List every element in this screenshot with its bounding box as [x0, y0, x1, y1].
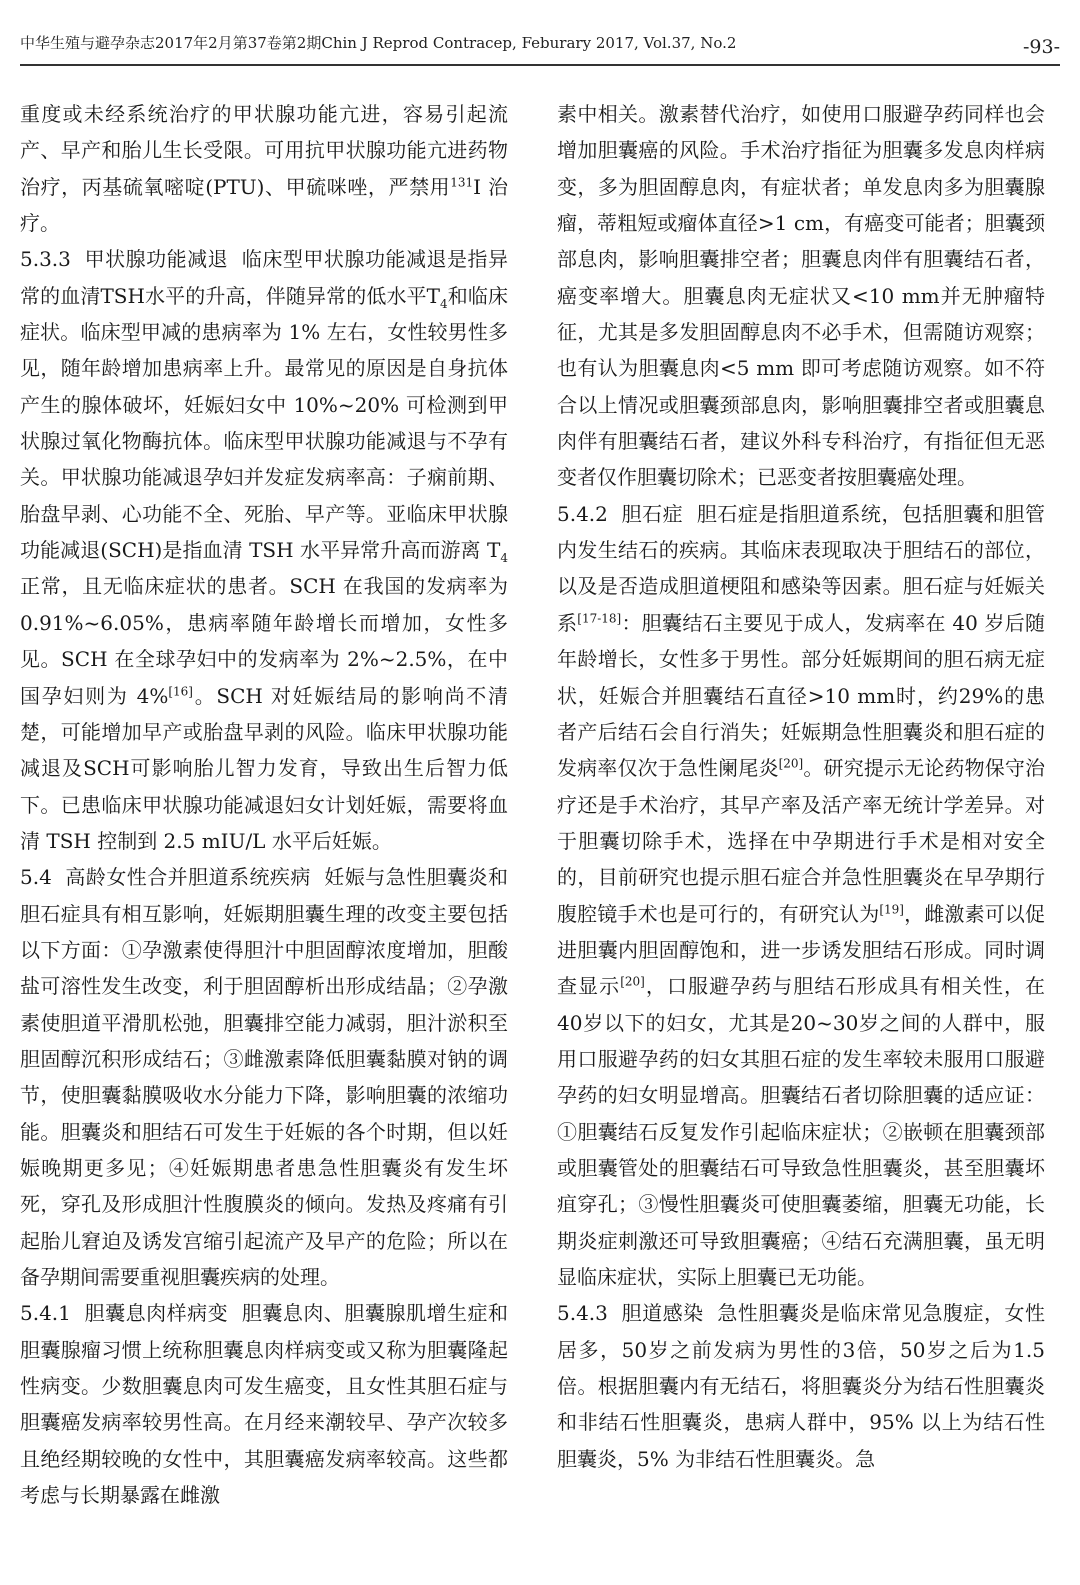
paragraph-text: I 治疗。 [20, 174, 508, 236]
paragraph-text: 。研究提示无论药物保守治疗还是手术治疗，其早产率及活产率无统计学差异。对于胆囊切除手术，选择在中孕期进行手术是相对安全的，目前研究也提示胆石症合并急性胆囊炎在早孕期行腹腔镜手术也是可行的，有研究认为 [557, 756, 1045, 926]
journal-citation: 中华生殖与避孕杂志2017年2月第37卷第2期Chin J Reprod Contracep, Feburary 2017, Vol.37, No.2 [20, 34, 737, 52]
paragraph-text: ，口服避孕药与胆结石形成具有相关性，在40岁以下的妇女，尤其是20~30岁之间的人群中，服用口服避孕药的妇女其胆石症的发生率较未服用口服避孕药的妇女明显增高。胆囊结石者切除胆囊的适应证：①胆囊结石反复发作引起临床症状；②嵌顿在胆囊颈部或胆囊管处的胆囊结石可导致急性胆囊炎，甚至胆囊坏疽穿孔；③慢性胆囊炎可使胆囊萎缩，胆囊无功能，长期炎症刺激还可导致胆囊癌；④结石充满胆囊，虽无明显临床症状，实际上胆囊已无功能。 [557, 974, 1045, 1289]
paragraph-text: 胆囊息肉、胆囊腺肌增生症和胆囊腺瘤习惯上统称胆囊息肉样病变或又称为胆囊隆起性病变。少数胆囊息肉可发生癌变，且女性其胆石症与胆囊癌发病率较男性高。在月经来潮较早、孕产次较多且绝经期较晚的女性中，其胆囊癌发病率较高。这些都考虑与长期暴露在雌激 [20, 1301, 508, 1508]
section-5-3-3 [20, 241, 508, 859]
paragraph-text: 胆石症是指胆道系统，包括胆囊和胆管内发生结石的疾病。其临床表现取决于胆结石的部位，以及是否造成胆道梗阻和感染等因素。胆石症与妊娠关系 [557, 501, 1045, 635]
citation-ref: [19] [879, 901, 904, 916]
section-heading: 5.4.1 胆囊息肉样病变 [20, 1301, 242, 1326]
citation-ref: [20] [620, 974, 645, 989]
section-5-4 [20, 859, 508, 1295]
paragraph-text: 重度或未经系统治疗的甲状腺功能亢进，容易引起流产、早产和胎儿生长受限。可用抗甲状腺功能亢进药物治疗，丙基硫氧嘧啶(PTU)、甲硫咪唑，严禁用 [20, 102, 508, 199]
left-column [20, 96, 508, 1576]
citation-ref: [16] [168, 683, 193, 698]
section-heading: 5.4.2 胆石症 [557, 501, 697, 526]
paragraph-text: 妊娠与急性胆囊炎和胆石症具有相互影响，妊娠期胆囊生理的改变主要包括以下方面：①孕激素使得胆汁中胆固醇浓度增加，胆酸盐可溶性发生改变，利于胆固醇析出形成结晶；②孕激素使胆道平滑肌松弛，胆囊排空能力减弱，胆汁淤积至胆固醇沉积形成结石；③雌激素降低胆囊黏膜对钠的调节，使胆囊黏膜吸收水分能力下降，影响胆囊的浓缩功能。胆囊炎和胆结石可发生于妊娠的各个时期，但以妊娠晚期更多见；④妊娠期患者患急性胆囊炎有发生坏死，穿孔及形成胆汁性腹膜炎的倾向。发热及疼痛有引起胎儿窘迫及诱发宫缩引起流产及早产的危险；所以在备孕期间需要重视胆囊疾病的处理。 [20, 865, 508, 1289]
paragraph-hyperthyroid-treatment [20, 96, 508, 241]
paragraph-text: ，雌激素可以促进胆囊内胆固醇饱和，进一步诱发胆结石形成。同时调查显示 [557, 901, 1045, 999]
running-header [20, 30, 1060, 62]
citation-ref: [17-18] [577, 611, 622, 626]
section-5-4-1 [20, 1295, 508, 1513]
section-5-4-3 [557, 1295, 1045, 1477]
right-column [557, 96, 1045, 1576]
paragraph-text: 素中相关。激素替代治疗，如使用口服避孕药同样也会增加胆囊癌的风险。手术治疗指征为胆囊多发息肉样病变，多为胆固醇息肉，有症状者；单发息肉多为胆囊腺瘤，蒂粗短或瘤体直径>1 cm，有癌变可能者；胆囊颈部息肉，影响胆囊排空者；胆囊息肉伴有胆囊结石者，癌变率增大。胆囊息肉无症状又<10 mm并无肿瘤特征，尤其是多发胆固醇息肉不必手术，但需随访观察；也有认为胆囊息肉<5 mm 即可考虑随访观察。如不符合以上情况或胆囊颈部息肉，影响胆囊排空者或胆囊息肉伴有胆囊结石者，建议外科专科治疗，有指征但无恶变者仅作胆囊切除术；已恶变者按胆囊癌处理。 [557, 102, 1045, 490]
paragraph-text: 临床型甲状腺功能减退是指异常的血清TSH水平的升高，伴随异常的低水平T [20, 247, 508, 308]
paragraph-text: 和临床症状。临床型甲减的患病率为 1% 左右，女性较男性多见，随年龄增加患病率上升。最常见的原因是自身抗体产生的腺体破坏，妊娠妇女中 10%~20% 可检测到甲状腺过氧化物酶抗体。临床型甲状腺功能减退与不孕有关。甲状腺功能减退孕妇并发症发病率高：子痫前期、胎盘早剥、心功能不全、死胎、早产等。亚临床甲状腺功能减退(SCH)是指血清 TSH 水平异常升高而游离 T [20, 283, 508, 563]
paragraph-text: 急性胆囊炎是临床常见急腹症，女性居多，50岁之前发病为男性的3倍，50岁之后为1.5倍。根据胆囊内有无结石，将胆囊炎分为结石性胆囊炎和非结石性胆囊炎，患病人群中，95% 以上为结石性胆囊炎，5% 为非结石性胆囊炎。急 [557, 1301, 1045, 1471]
paragraph-text: ：胆囊结石主要见于成人，发病率在 40 岁后随年龄增长，女性多于男性。部分妊娠期间的胆石病无症状，妊娠合并胆囊结石直径>10 mm时，约29%的患者产后结石会自行消失；妊娠期急性胆囊炎和胆石症的发病率仅次于急性阑尾炎 [557, 610, 1045, 781]
isotope-superscript: 131 [450, 175, 474, 190]
section-heading: 5.4 高龄女性合并胆道系统疾病 [20, 865, 325, 890]
section-heading: 5.4.3 胆道感染 [557, 1301, 718, 1326]
page-number: -93- [1022, 36, 1060, 58]
section-heading: 5.3.3 甲状腺功能减退 [20, 247, 242, 272]
subscript: 4 [500, 551, 508, 566]
paragraph-text: 正常，且无临床症状的患者。SCH 在我国的发病率为 0.91%~6.05%，患病率随年龄增长而增加，女性多见。SCH 在全球孕妇中的发病率为 2%~2.5%，在中国孕妇则为 4% [20, 574, 508, 708]
header-rule [20, 64, 1060, 66]
section-5-4-2 [557, 496, 1045, 1296]
citation-ref: [20] [778, 756, 804, 771]
subscript: 4 [440, 296, 448, 311]
paragraph-polyp-treatment [557, 96, 1045, 496]
paragraph-text: 。SCH 对妊娠结局的影响尚不清楚，可能增加早产或胎盘早剥的风险。临床甲状腺功能减退及SCH可影响胎儿智力发育，导致出生后智力低下。已患临床甲状腺功能减退妇女计划妊娠，需要将血清 TSH 控制到 2.5 mIU/L 水平后妊娠。 [20, 683, 508, 853]
